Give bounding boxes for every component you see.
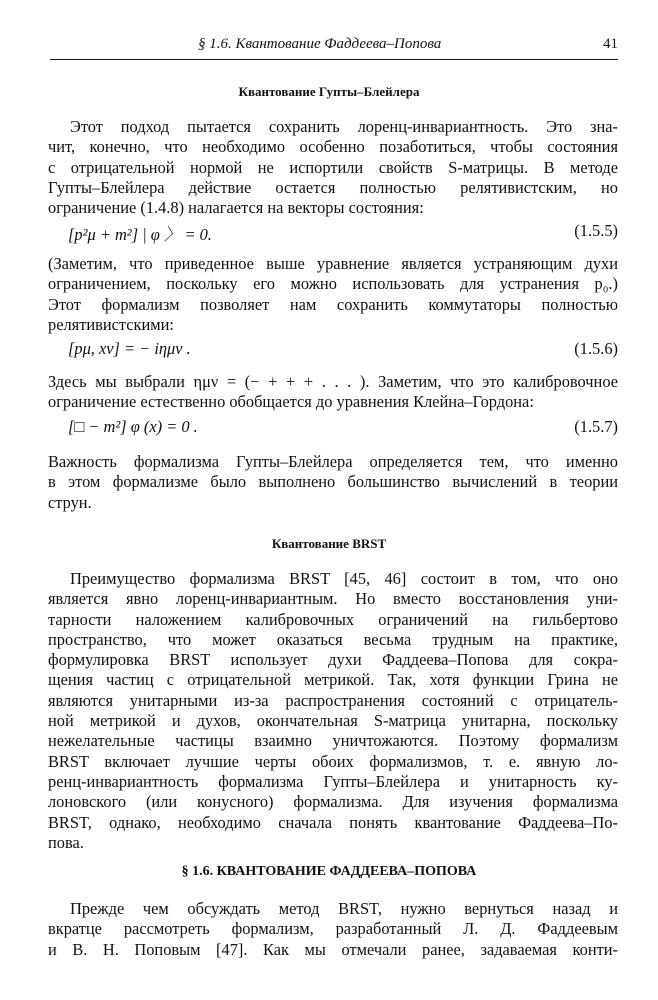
- text-line: BRST, однако, необходимо сначала понять квантование Фаддеева–По-: [48, 812, 618, 832]
- text-line: Важность формализма Гупты–Блейлера определяется тем, что именно: [48, 452, 618, 471]
- paragraph-ghost-note: [48, 254, 618, 335]
- text-line: являются унитарными из-за распространения состояний с отрицатель-: [48, 690, 618, 710]
- running-head: [48, 36, 618, 58]
- text-line: Здесь мы выбрали ημν = (− + + + . . . ). Заметим, что это калибровочное: [48, 372, 618, 391]
- equation-number: (1.5.7): [574, 417, 618, 436]
- text-line: Гупты–Блейлера действие остается полностью релятивистским, но: [48, 177, 618, 197]
- text-line: Прежде чем обсуждать метод BRST, нужно вернуться назад и: [70, 899, 618, 918]
- paragraph-section-1-6-intro: [48, 899, 618, 960]
- text-line: пова.: [48, 832, 84, 852]
- header-rule: [50, 59, 618, 60]
- text-line: вкратце рассмотреть формализм, разработанный Л. Д. Фаддеевым: [48, 919, 618, 939]
- text-line: струн.: [48, 492, 92, 512]
- text-line: (Заметим, что приведенное выше уравнение является устраняющим духи: [48, 254, 618, 273]
- paragraph-gupta-bleuler-intro: [48, 117, 618, 218]
- text-line: формулировка BRST использует духи Фаддеева–Попова для сокра-: [48, 650, 618, 670]
- paragraph-gupta-bleuler-importance: [48, 452, 618, 513]
- equation-number: (1.5.5): [574, 221, 618, 240]
- text-line: нежелательные частицы взаимно уничтожаются. Поэтому формализм: [48, 731, 618, 751]
- text-line: с отрицательной нормой не испортили свойств S-матрицы. В методе: [48, 157, 618, 177]
- text-line: Этот формализм позволяет нам сохранить коммутаторы полностью: [48, 294, 618, 314]
- section-heading-1-6: § 1.6. КВАНТОВАНИЕ ФАДДЕЕВА–ПОПОВА: [181, 864, 477, 879]
- subsection-heading-gupta-bleuler: Квантование Гупты–Блейлера: [238, 84, 420, 99]
- equation-formula: [p²μ + m²] | φ 〉 = 0.: [68, 225, 212, 244]
- text-line: чит, конечно, что необходимо особенно позаботиться, чтобы состояния: [48, 137, 618, 157]
- paragraph-brst: [48, 569, 618, 853]
- text-line: релятивистскими:: [48, 314, 174, 334]
- running-title: § 1.6. Квантование Фаддеева–Попова: [198, 36, 442, 52]
- equation-formula: [□ − m²] φ (x) = 0 .: [68, 417, 198, 436]
- text-line: является явно лоренц-инвариантным. Но вместо восстановления уни-: [48, 589, 618, 609]
- equation-number: (1.5.6): [574, 339, 618, 358]
- equation-1-5-7: [68, 417, 618, 439]
- equation-1-5-6: [68, 339, 618, 361]
- text-line: Этот подход пытается сохранить лоренц-инвариантность. Это зна-: [70, 117, 618, 136]
- text-line: в этом формализме было выполнено большинство вычислений в теории: [48, 472, 618, 492]
- text-line: ной метрикой и духов, окончательная S-матрица унитарна, поскольку: [48, 711, 618, 731]
- text-line: ренц-инвариантность формализма Гупты–Блейлера и унитарность ку-: [48, 771, 618, 791]
- text-line: BRST включает лучшие черты обоих формализмов, т. е. явную ло-: [48, 751, 618, 771]
- equation-1-5-5: [68, 221, 618, 243]
- subsection-heading-brst: Квантование BRST: [271, 536, 387, 551]
- text-line: лоновского (или конусного) формализма. Для изучения формализма: [48, 792, 618, 812]
- paragraph-metric-choice: [48, 372, 618, 413]
- page-number: 41: [603, 36, 618, 52]
- equation-formula: [pμ, xν] = − iημν .: [68, 339, 191, 358]
- text-line: ограничение естественно обобщается до уравнения Клейна–Гордона:: [48, 392, 534, 412]
- text-line: пространство, что может оказаться весьма трудным на практике,: [48, 629, 618, 649]
- text-line: и В. Н. Поповым [47]. Как мы отмечали ранее, задаваемая конти-: [48, 939, 618, 959]
- text-line: щения частиц с отрицательной метрикой. Так, хотя функции Грина не: [48, 670, 618, 690]
- text-line: ограничением, поскольку его можно использовать для устранения p₀.): [48, 274, 618, 294]
- text-line: тарности наложением калибровочных ограничений на гильбертово: [48, 609, 618, 629]
- text-line: Преимущество формализма BRST [45, 46] состоит в том, что оно: [70, 569, 618, 588]
- text-line: ограничение (1.4.8) налагается на векторы состояния:: [48, 198, 424, 218]
